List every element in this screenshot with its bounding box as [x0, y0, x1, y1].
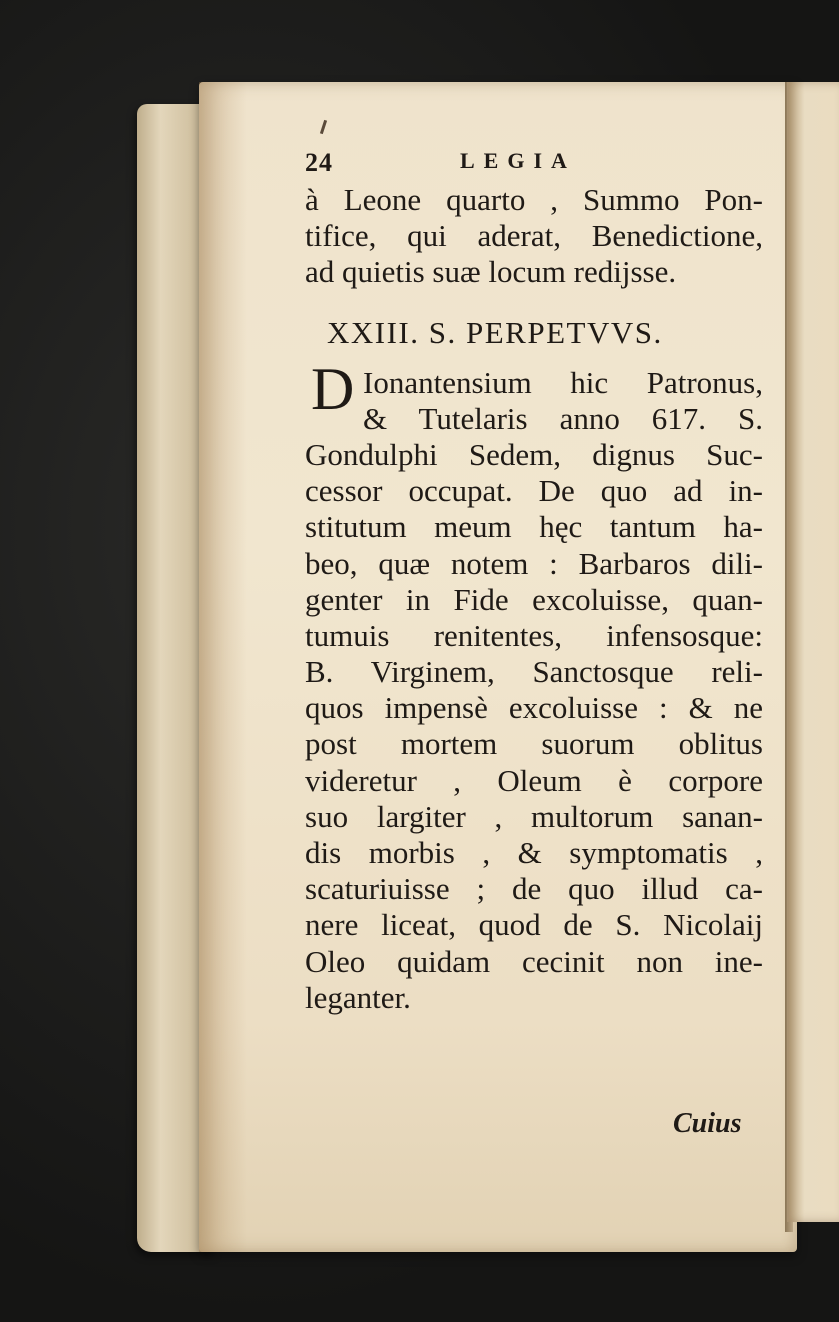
section-heading: XXIII. S. PERPETVVS.: [327, 314, 663, 350]
text-line: cessor occupat. De quo ad in-: [305, 473, 763, 509]
text-line: post mortem suorum oblitus: [305, 726, 763, 762]
text-line: stitutum meum hęc tantum ha-: [305, 509, 763, 545]
text-line: nere liceat, quod de S. Nicolaij: [305, 907, 763, 943]
text-line: quos impensè excoluisse : & ne: [305, 690, 763, 726]
facing-page-edge: [787, 82, 839, 1222]
paragraph: [305, 355, 763, 1016]
text-line: & Tutelaris anno 617. S.: [363, 400, 763, 436]
text-line: Gondulphi Sedem, dignus Suc-: [305, 436, 763, 472]
catchword: Cuius: [673, 1108, 742, 1139]
drop-cap: D: [311, 355, 355, 422]
text-line: tumuis renitentes, infensosque:: [305, 617, 763, 653]
text-line: genter in Fide excoluisse, quan-: [305, 581, 763, 617]
page-text: [305, 148, 763, 1016]
text-line: leganter.: [305, 979, 411, 1015]
text-line: à Leone quarto , Summo Pon-: [305, 182, 763, 217]
text-line: scaturiuisse ; de quo illud ca-: [305, 871, 763, 907]
text-line: beo, quæ notem : Barbaros dili-: [305, 545, 763, 581]
text-line: ad quietis suæ locum redijsse.: [305, 254, 677, 290]
text-line: tifice, qui aderat, Benedictione,: [305, 218, 763, 254]
running-head: [305, 148, 763, 182]
text-line: suo largiter , multorum sanan-: [305, 798, 763, 834]
text-line: dis morbis , & symptomatis ,: [305, 835, 763, 870]
running-title: LEGIA: [460, 148, 576, 173]
page-number: 24: [305, 148, 333, 177]
text-line: B. Virginem, Sanctosque reli-: [305, 654, 763, 690]
text-line: Oleo quidam cecinit non ine-: [305, 943, 763, 979]
text-line: videretur , Oleum è corpore: [305, 762, 763, 798]
text-line: Ionantensium hic Patronus,: [363, 364, 763, 400]
